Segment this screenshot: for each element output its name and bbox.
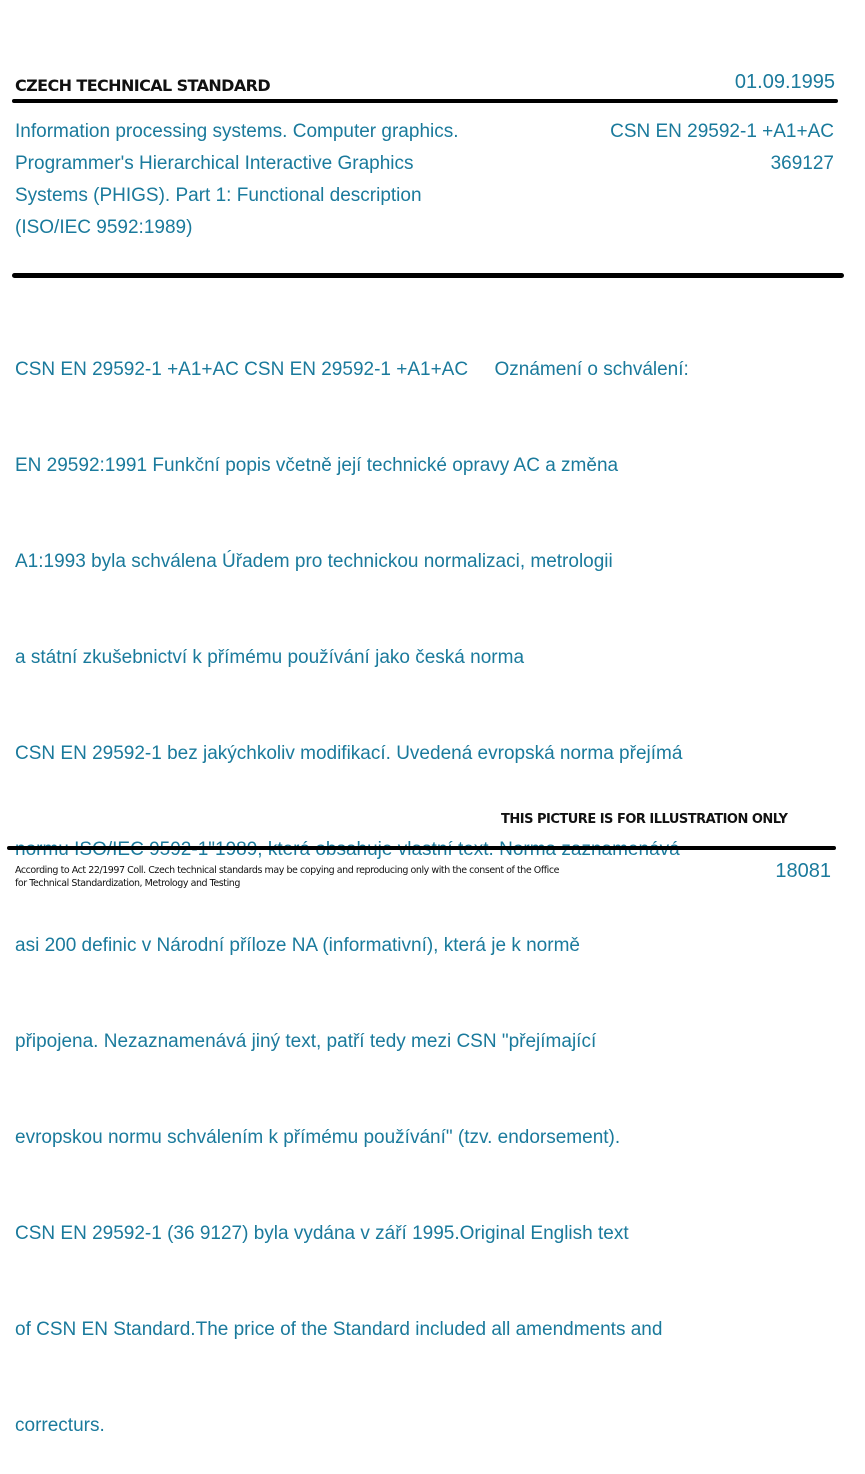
section-divider [12,273,844,278]
illustration-disclaimer: THIS PICTURE IS FOR ILLUSTRATION ONLY [501,812,788,827]
abstract-line [15,834,835,866]
title-line: Information processing systems. Computer graphics. [15,121,459,142]
document-number: 18081 [775,860,831,882]
abstract-line: correcturs. [15,1415,105,1436]
standard-code: CSN EN 29592-1 +A1+AC [610,121,834,142]
abstract-line: A1:1993 byla schválena Úřadem pro technickou normalizaci, metrologii [15,551,613,572]
abstract-line: připojena. Nezaznamenává jiný text, patří tedy mezi CSN "přejímající [15,1031,597,1052]
copyright-notice [15,864,559,890]
abstract-line: CSN EN 29592-1 bez jakýchkoliv modifikací. Uvedená evropská norma přejímá [15,743,683,764]
abstract-line: CSN EN 29592-1 +A1+AC CSN EN 29592-1 +A1+AC Oznámení o schválení: [15,359,689,380]
footer-divider [7,846,836,850]
abstract-line: asi 200 definic v Národní příloze NA (informativní), která je k normě [15,935,580,956]
header-divider [12,99,838,103]
abstract-line: EN 29592:1991 Funkční popis včetně její technické opravy AC a změna [15,455,619,476]
document-title [15,116,459,244]
title-line: (ISO/IEC 9592:1989) [15,217,193,238]
abstract-line: of CSN EN Standard.The price of the Standard included all amendments and [15,1319,663,1340]
title-line: Programmer's Hierarchical Interactive Graphics [15,153,414,174]
abstract-line: CSN EN 29592-1 (36 9127) byla vydána v září 1995.Original English text [15,1223,629,1244]
publication-date: 01.09.1995 [734,71,835,93]
abstract-line: a státní zkušebnictví k přímému používání jako česká norma [15,647,525,668]
notice-line: According to Act 22/1997 Coll. Czech technical standards may be copying and reproducing only with the consent of the Office [15,865,559,876]
title-line: Systems (PHIGS). Part 1: Functional description [15,185,422,206]
notice-line: for Technical Standardization, Metrology and Testing [15,878,240,889]
abstract-line: evropskou normu schválením k přímému používání" (tzv. endorsement). [15,1127,621,1148]
standard-type-heading: CZECH TECHNICAL STANDARD [15,76,271,95]
standard-identifiers [610,116,834,180]
class-number: 369127 [770,153,834,174]
